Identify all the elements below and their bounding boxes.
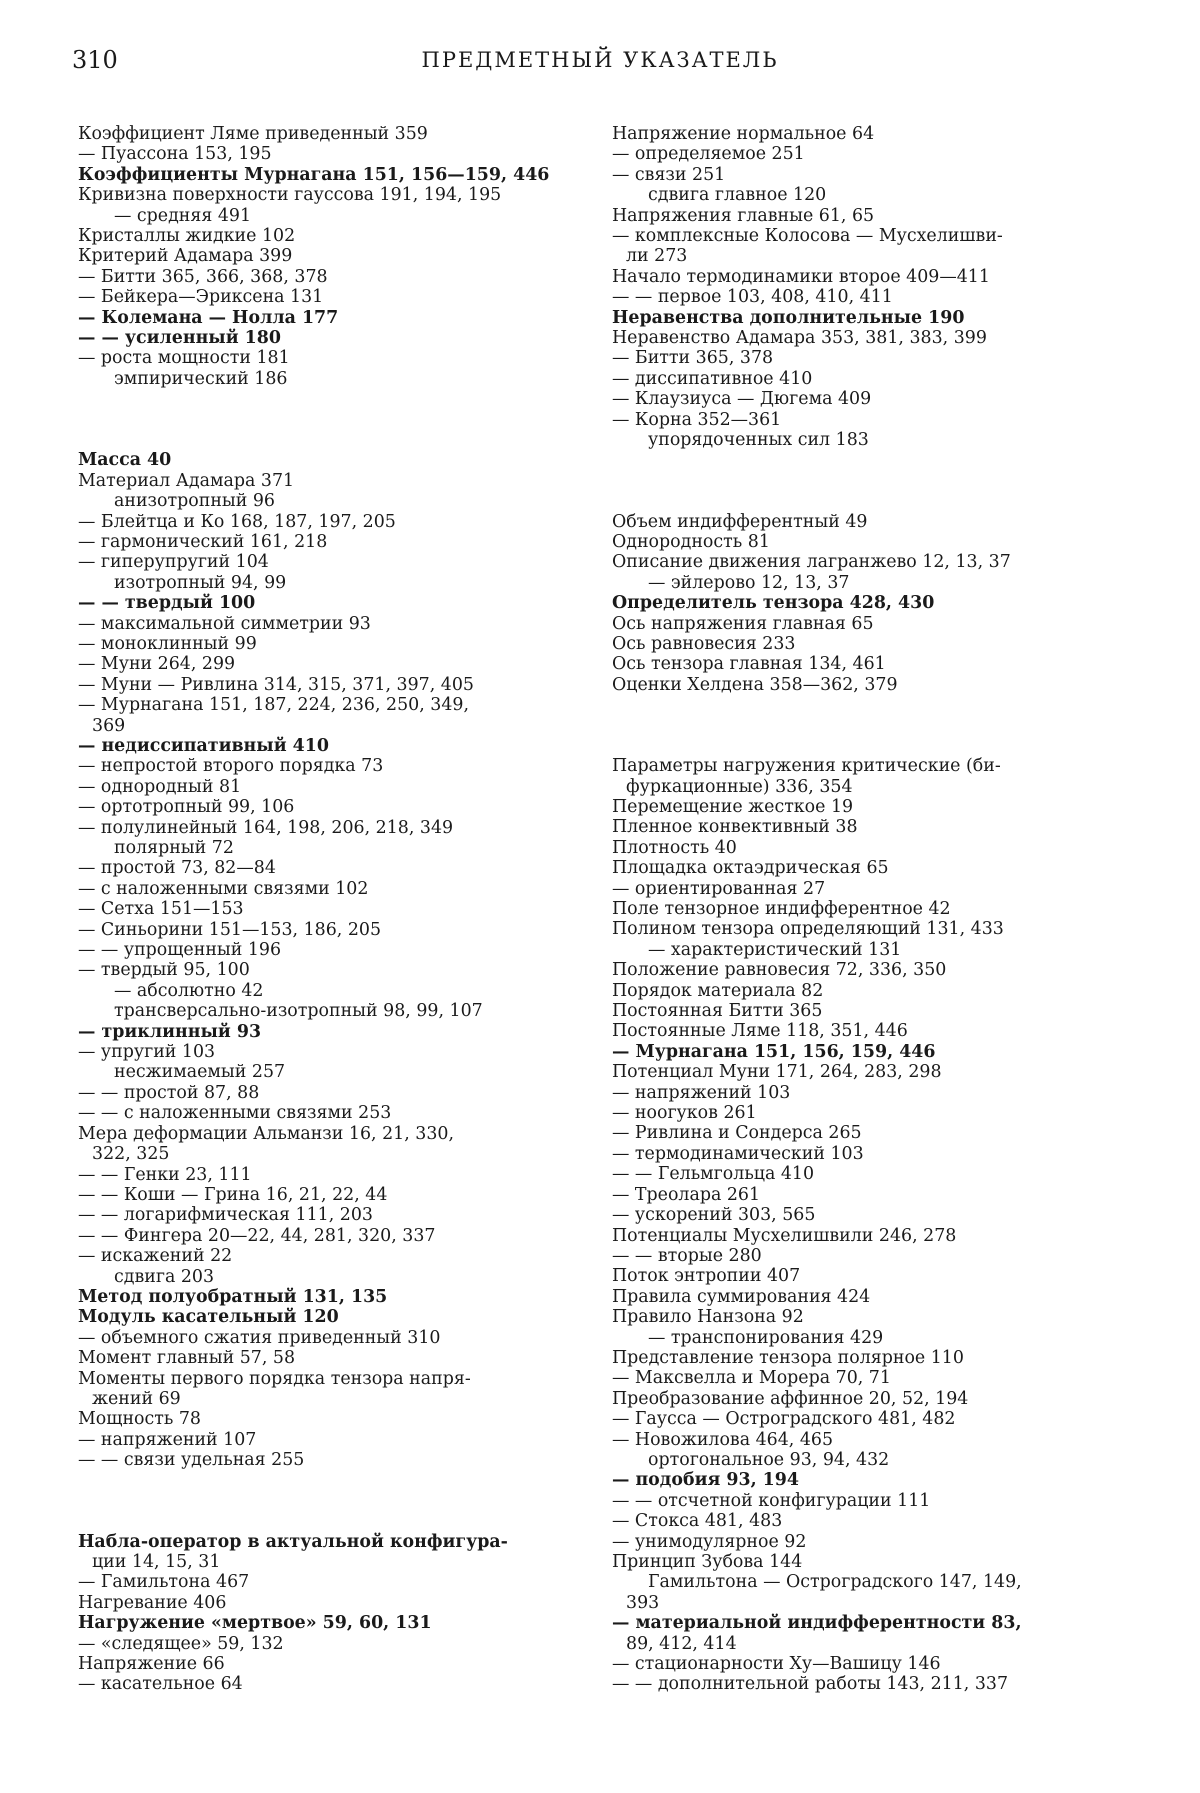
index-entry: Напряжения главные 61, 65 — [612, 205, 875, 226]
index-entry: фуркационные) 336, 354 — [626, 776, 853, 797]
index-entry: Положение равновесия 72, 336, 350 — [612, 960, 947, 981]
index-entry: 89, 412, 414 — [626, 1633, 737, 1654]
index-entry: Ось тензора главная 134, 461 — [612, 654, 886, 675]
index-entry: Порядок материала 82 — [612, 980, 824, 1001]
index-entry: — Мурнагана 151, 156, 159, 446 — [612, 1041, 936, 1062]
index-entry: Гамильтона — Остроградского 147, 149, — [648, 1572, 1022, 1593]
index-entry: — Муни — Ривлина 314, 315, 371, 397, 405 — [78, 674, 474, 695]
page-number: 310 — [72, 46, 118, 74]
index-entry: — — Гельмгольца 410 — [612, 1164, 815, 1185]
index-entry: — максимальной симметрии 93 — [78, 613, 371, 634]
index-entry: полярный 72 — [114, 838, 234, 858]
index-entry: несжимаемый 257 — [114, 1062, 286, 1083]
index-entry: Определитель тензора 428, 430 — [612, 593, 935, 614]
index-entry: — гиперупругий 104 — [78, 552, 269, 573]
index-entry: Мера деформации Альманзи 16, 21, 330, — [78, 1123, 454, 1144]
index-entry: — материальной индифферентности 83, — [612, 1613, 1022, 1634]
index-entry: — с наложенными связями 102 — [78, 878, 369, 899]
index-entry: Коэффициент Ляме приведенный 359 — [78, 124, 428, 144]
index-entry: Нагревание 406 — [78, 1592, 227, 1613]
index-entry: — характеристический 131 — [648, 939, 902, 960]
index-entry: — роста мощности 181 — [78, 348, 290, 369]
index-entry: 369 — [92, 715, 126, 736]
index-entry: — — первое 103, 408, 410, 411 — [612, 287, 893, 308]
index-entry: Модуль касательный 120 — [78, 1307, 339, 1328]
index-entry: — — простой 87, 88 — [78, 1082, 260, 1103]
index-entry: — Стокса 481, 483 — [612, 1511, 783, 1532]
index-entry: — Гамильтона 467 — [78, 1572, 250, 1593]
index-entry: — Треолара 261 — [612, 1184, 761, 1205]
index-entry: — Муни 264, 299 — [78, 654, 236, 675]
index-entry: ли 273 — [626, 246, 688, 267]
index-entry: — диссипативное 410 — [612, 368, 813, 389]
index-entry: Мощность 78 — [78, 1409, 201, 1430]
index-entry: Момент главный 57, 58 — [78, 1348, 296, 1369]
index-entry: Перемещение жесткое 19 — [612, 796, 854, 817]
index-entry: — объемного сжатия приведенный 310 — [78, 1327, 441, 1348]
index-entry: — Пуассона 153, 195 — [78, 144, 272, 165]
index-entry: Потенциал Муни 171, 264, 283, 298 — [612, 1062, 942, 1083]
index-entry: эмпирический 186 — [114, 368, 288, 389]
index-entry: Ось напряжения главная 65 — [612, 613, 874, 634]
index-entry: ортогональное 93, 94, 432 — [648, 1449, 890, 1470]
index-entry: Кривизна поверхности гауссова 191, 194, 195 — [78, 185, 502, 206]
index-entry: — простой 73, 82—84 — [78, 858, 276, 879]
index-column-left — [78, 124, 590, 1695]
index-entry: — Битти 365, 378 — [612, 348, 774, 369]
index-entry: — термодинамический 103 — [612, 1143, 864, 1164]
index-entry: — Колемана — Нолла 177 — [78, 307, 339, 328]
index-entry: Описание движения лагранжево 12, 13, 37 — [612, 552, 1011, 573]
index-entry: — — связи удельная 255 — [78, 1450, 305, 1471]
index-entry: — — дополнительной работы 143, 211, 337 — [612, 1674, 1009, 1695]
index-entry: Плотность 40 — [612, 837, 737, 858]
index-entry: — подобия 93, 194 — [612, 1470, 799, 1491]
index-entry: — Сетха 151—153 — [78, 899, 244, 920]
index-entry: Принцип Зубова 144 — [612, 1552, 803, 1572]
index-entry: — Ривлина и Сондерса 265 — [612, 1123, 862, 1144]
index-entry: жений 69 — [92, 1388, 181, 1409]
running-title: ПРЕДМЕТНЫЙ УКАЗАТЕЛЬ — [421, 48, 779, 72]
index-entry: — — вторые 280 — [612, 1245, 762, 1266]
index-entry: — — Генки 23, 111 — [78, 1164, 252, 1185]
index-entry: Однородность 81 — [612, 531, 770, 552]
index-entry: трансверсально-изотропный 98, 99, 107 — [114, 1001, 483, 1022]
index-entry: упорядоченных сил 183 — [648, 430, 869, 451]
index-entry: Метод полуобратный 131, 135 — [78, 1286, 388, 1307]
index-entry: — напряжений 107 — [78, 1429, 257, 1450]
index-entry: — триклинный 93 — [78, 1021, 262, 1042]
index-entry: Постоянные Ляме 118, 351, 446 — [612, 1021, 908, 1042]
index-entry: — полулинейный 164, 198, 206, 218, 349 — [78, 817, 454, 838]
index-entry: Поле тензорное индифферентное 42 — [612, 899, 951, 919]
index-entry: Моменты первого порядка тензора напря- — [78, 1368, 471, 1389]
index-entry: — — отсчетной конфигурации 111 — [612, 1490, 931, 1511]
index-column-right — [612, 124, 1132, 1695]
index-entry: Напряжение 66 — [78, 1654, 225, 1675]
index-entry: — Битти 365, 366, 368, 378 — [78, 266, 328, 287]
index-entry: — стационарности Ху—Вашицу 146 — [612, 1654, 941, 1675]
index-entry: Критерий Адамара 399 — [78, 246, 293, 267]
index-entry: — Максвелла и Морера 70, 71 — [612, 1368, 891, 1389]
index-entry: Постоянная Битти 365 — [612, 1001, 823, 1022]
index-entry: сдвига главное 120 — [648, 185, 827, 206]
index-entry: Неравенство Адамара 353, 381, 383, 399 — [612, 328, 987, 349]
index-entry: Пленное конвективный 38 — [612, 817, 858, 838]
index-entry: — гармонический 161, 218 — [78, 531, 328, 552]
index-entry: 393 — [626, 1592, 660, 1613]
index-entry: — связи 251 — [612, 164, 726, 185]
index-entry: — транспонирования 429 — [648, 1327, 884, 1348]
index-entry: Коэффициенты Мурнагана 151, 156—159, 446 — [78, 164, 550, 185]
index-entry: — — усиленный 180 — [78, 328, 281, 349]
index-entry: Потенциалы Мусхелишвили 246, 278 — [612, 1225, 957, 1246]
index-entry: — Блейтца и Ко 168, 187, 197, 205 — [78, 511, 396, 532]
index-entry: — твердый 95, 100 — [78, 960, 250, 981]
index-entry: сдвига 203 — [114, 1266, 215, 1287]
index-entry: — — Коши — Грина 16, 21, 22, 44 — [78, 1184, 388, 1205]
index-entry: — упругий 103 — [78, 1042, 216, 1063]
index-entry: — Новожилова 464, 465 — [612, 1429, 834, 1450]
page-header — [0, 46, 1200, 86]
index-entry: Набла-оператор в актуальной конфигура- — [78, 1531, 508, 1552]
index-entry: — ускорений 303, 565 — [612, 1205, 816, 1226]
index-entry: — Мурнагана 151, 187, 224, 236, 250, 349, — [78, 695, 469, 716]
index-entry: 322, 325 — [92, 1144, 170, 1165]
index-entry: — эйлерово 12, 13, 37 — [648, 572, 850, 593]
index-entry: — Корна 352—361 — [612, 409, 782, 430]
index-entry: — унимодулярное 92 — [612, 1531, 807, 1552]
index-entry: — — с наложенными связями 253 — [78, 1103, 392, 1124]
index-entry: — «следящее» 59, 132 — [78, 1633, 284, 1654]
index-entry: — — Фингера 20—22, 44, 281, 320, 337 — [78, 1225, 436, 1246]
index-entry: — — упрощенный 196 — [78, 940, 282, 961]
index-entry: изотропный 94, 99 — [114, 572, 287, 593]
index-entry: Представление тензора полярное 110 — [612, 1347, 964, 1368]
index-entry: Материал Адамара 371 — [78, 470, 295, 491]
index-entry: Полином тензора определяющий 131, 433 — [612, 919, 1004, 940]
index-entry: Кристаллы жидкие 102 — [78, 226, 296, 247]
index-entry: — ноогуков 261 — [612, 1103, 757, 1124]
index-entry: Ось равновесия 233 — [612, 633, 796, 654]
index-entry: — Клаузиуса — Дюгема 409 — [612, 389, 872, 410]
index-entry: — напряжений 103 — [612, 1082, 791, 1103]
index-entry: — непростой второго порядка 73 — [78, 756, 384, 777]
index-entry: Оценки Хелдена 358—362, 379 — [612, 674, 898, 695]
index-entry: — искажений 22 — [78, 1246, 233, 1267]
index-entry: — средняя 491 — [114, 205, 252, 226]
index-entry: Поток энтропии 407 — [612, 1266, 801, 1287]
index-entry: — Синьорини 151—153, 186, 205 — [78, 919, 382, 940]
index-entry: — однородный 81 — [78, 776, 242, 797]
index-entry: ции 14, 15, 31 — [92, 1552, 221, 1572]
index-entry: Начало термодинамики второе 409—411 — [612, 266, 990, 287]
index-entry: Масса 40 — [78, 450, 172, 471]
index-entry: Параметры нагружения критические (би- — [612, 756, 1001, 777]
index-entry: — моноклинный 99 — [78, 633, 257, 654]
index-entry: Неравенства дополнительные 190 — [612, 307, 965, 328]
index-entry: — определяемое 251 — [612, 144, 805, 165]
index-entry: — Бейкера—Эриксена 131 — [78, 287, 324, 308]
index-entry: Правила суммирования 424 — [612, 1286, 871, 1307]
index-entry: — ортотропный 99, 106 — [78, 797, 295, 818]
index-entry: — абсолютно 42 — [114, 980, 264, 1001]
index-entry: — ориентированная 27 — [612, 878, 826, 899]
index-entry: Правило Нанзона 92 — [612, 1307, 804, 1328]
index-entry: — Гаусса — Остроградского 481, 482 — [612, 1409, 956, 1430]
index-entry: Напряжение нормальное 64 — [612, 124, 875, 144]
index-entry: анизотропный 96 — [114, 491, 275, 512]
index-entry: Нагружение «мертвое» 59, 60, 131 — [78, 1613, 432, 1634]
index-entry: Площадка октаэдрическая 65 — [612, 858, 889, 879]
index-entry: — недиссипативный 410 — [78, 735, 329, 756]
index-entry: — — твердый 100 — [78, 593, 256, 614]
index-entry: — комплексные Колосова — Мусхелишви- — [612, 226, 1003, 247]
index-entry: Объем индифферентный 49 — [612, 511, 868, 532]
index-entry: — касательное 64 — [78, 1674, 243, 1695]
index-entry: — — логарифмическая 111, 203 — [78, 1205, 373, 1226]
index-entry: Преобразование аффинное 20, 52, 194 — [612, 1388, 969, 1409]
